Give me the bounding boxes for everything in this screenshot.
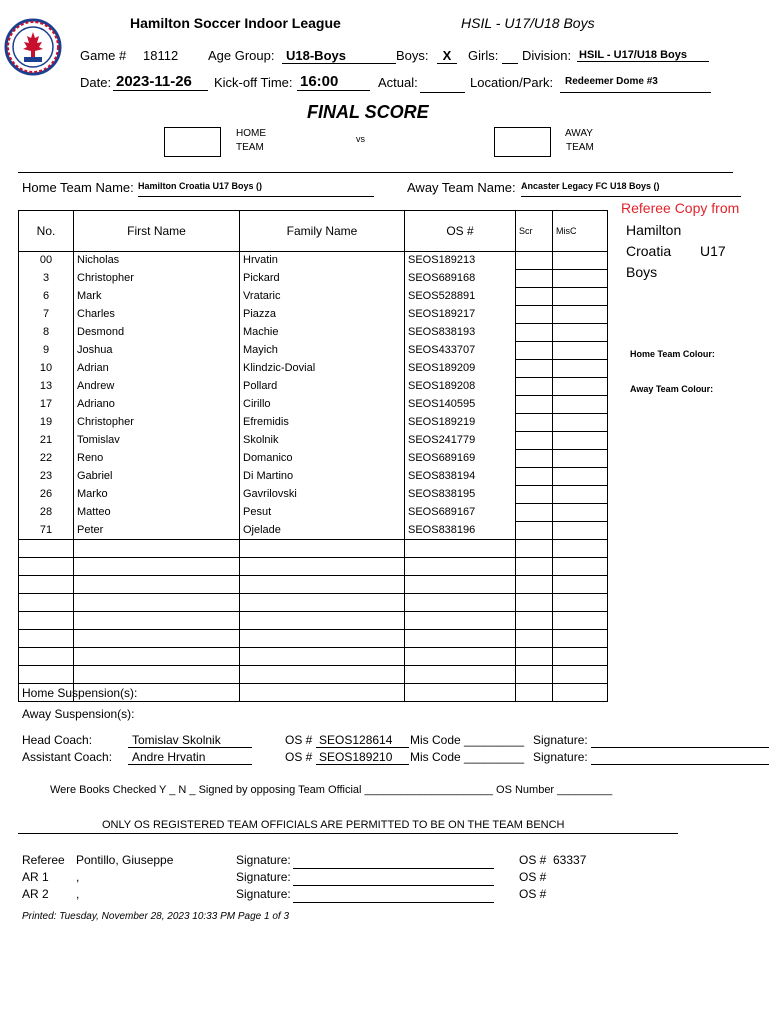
referee-signature-line[interactable] bbox=[293, 853, 494, 869]
cell-os: SEOS241779 bbox=[405, 432, 516, 450]
table-row bbox=[19, 414, 608, 432]
cell-mis[interactable] bbox=[553, 342, 608, 360]
table-row bbox=[19, 468, 608, 486]
header-first-name: First Name bbox=[74, 211, 240, 252]
cell-family-name: Machie bbox=[240, 324, 405, 342]
table-row bbox=[19, 288, 608, 306]
cell-os: SEOS838195 bbox=[405, 486, 516, 504]
header-family-name: Family Name bbox=[240, 211, 405, 252]
table-row bbox=[19, 324, 608, 342]
cell-family-name: Vrataric bbox=[240, 288, 405, 306]
cell-scr[interactable] bbox=[516, 252, 553, 270]
cell-mis[interactable] bbox=[553, 504, 608, 522]
cell-os: SEOS838196 bbox=[405, 522, 516, 540]
table-row bbox=[19, 306, 608, 324]
cell-scr[interactable] bbox=[516, 468, 553, 486]
ar2-signature-line[interactable] bbox=[293, 887, 494, 903]
cell-family-name: Efremidis bbox=[240, 414, 405, 432]
away-suspensions-label: Away Suspension(s): bbox=[22, 707, 135, 721]
head-coach-name: Tomislav Skolnik bbox=[128, 733, 252, 748]
cell-os: SEOS689168 bbox=[405, 270, 516, 288]
actual-label: Actual: bbox=[378, 75, 418, 90]
empty-cell[interactable] bbox=[516, 684, 553, 702]
table-row bbox=[19, 432, 608, 450]
cell-os: SEOS528891 bbox=[405, 288, 516, 306]
empty-cell[interactable] bbox=[74, 612, 240, 630]
asst-coach-mis-code: Mis Code _________ bbox=[410, 750, 525, 764]
printed-footer: Printed: Tuesday, November 28, 2023 10:33 PM Page 1 of 3 bbox=[22, 911, 290, 922]
age-group-label: Age Group: bbox=[208, 48, 275, 63]
league-title: Hamilton Soccer Indoor League bbox=[130, 15, 341, 31]
boys-value: X bbox=[437, 48, 457, 64]
empty-cell[interactable] bbox=[74, 540, 240, 558]
ar1-os-label: OS # bbox=[519, 870, 547, 884]
cell-family-name: Gavrilovski bbox=[240, 486, 405, 504]
cell-os: SEOS189208 bbox=[405, 378, 516, 396]
cell-scr[interactable] bbox=[516, 396, 553, 414]
vs-label: vs bbox=[356, 134, 365, 144]
cell-scr[interactable] bbox=[516, 504, 553, 522]
empty-cell[interactable] bbox=[553, 576, 608, 594]
head-coach-os: SEOS128614 bbox=[316, 733, 409, 748]
cell-mis[interactable] bbox=[553, 486, 608, 504]
cell-scr[interactable] bbox=[516, 324, 553, 342]
cell-first-name: Christopher bbox=[74, 270, 240, 288]
asst-coach-signature-label: Signature: bbox=[533, 750, 588, 764]
empty-cell[interactable] bbox=[405, 594, 516, 612]
table-row bbox=[19, 504, 608, 522]
referee-copy-line2: Hamilton bbox=[626, 222, 682, 238]
cell-mis[interactable] bbox=[553, 324, 608, 342]
cell-no: 8 bbox=[19, 324, 74, 342]
away-team-name-value: Ancaster Legacy FC U18 Boys () bbox=[521, 181, 741, 197]
head-coach-signature-line[interactable] bbox=[591, 733, 769, 748]
empty-cell[interactable] bbox=[405, 558, 516, 576]
empty-cell[interactable] bbox=[19, 630, 74, 648]
empty-cell[interactable] bbox=[240, 648, 405, 666]
cell-mis[interactable] bbox=[553, 288, 608, 306]
empty-cell[interactable] bbox=[19, 648, 74, 666]
empty-cell[interactable] bbox=[516, 630, 553, 648]
empty-cell[interactable] bbox=[405, 630, 516, 648]
empty-cell[interactable] bbox=[405, 648, 516, 666]
cell-scr[interactable] bbox=[516, 306, 553, 324]
cell-no: 19 bbox=[19, 414, 74, 432]
empty-cell[interactable] bbox=[516, 558, 553, 576]
cell-first-name: Mark bbox=[74, 288, 240, 306]
empty-table-row[interactable] bbox=[19, 612, 608, 630]
referee-signature-label: Signature: bbox=[236, 853, 291, 867]
header-scr: Scr bbox=[516, 211, 553, 252]
cell-family-name: Ojelade bbox=[240, 522, 405, 540]
ar1-name: , bbox=[76, 870, 80, 884]
cell-no: 3 bbox=[19, 270, 74, 288]
cell-os: SEOS433707 bbox=[405, 342, 516, 360]
cell-family-name: Pesut bbox=[240, 504, 405, 522]
division-value: HSIL - U17/U18 Boys bbox=[577, 49, 709, 62]
cell-family-name: Cirillo bbox=[240, 396, 405, 414]
cell-mis[interactable] bbox=[553, 360, 608, 378]
asst-coach-signature-line[interactable] bbox=[591, 750, 769, 765]
cell-no: 00 bbox=[19, 252, 74, 270]
home-team-label-2: TEAM bbox=[236, 142, 264, 153]
ar2-label: AR 2 bbox=[22, 887, 49, 901]
empty-cell[interactable] bbox=[516, 666, 553, 684]
empty-cell[interactable] bbox=[74, 666, 240, 684]
cell-first-name: Adrian bbox=[74, 360, 240, 378]
head-coach-label: Head Coach: bbox=[22, 733, 93, 747]
empty-cell[interactable] bbox=[553, 648, 608, 666]
game-number: 18112 bbox=[143, 48, 179, 63]
away-score-box[interactable] bbox=[494, 127, 551, 157]
cell-no: 7 bbox=[19, 306, 74, 324]
cell-scr[interactable] bbox=[516, 288, 553, 306]
cell-scr[interactable] bbox=[516, 270, 553, 288]
away-team-name-label: Away Team Name: bbox=[407, 180, 516, 195]
location-label: Location/Park: bbox=[470, 75, 554, 90]
empty-cell[interactable] bbox=[553, 684, 608, 702]
cell-no: 23 bbox=[19, 468, 74, 486]
empty-cell[interactable] bbox=[74, 558, 240, 576]
roster-body bbox=[19, 252, 608, 702]
cell-mis[interactable] bbox=[553, 270, 608, 288]
cell-first-name: Matteo bbox=[74, 504, 240, 522]
empty-cell[interactable] bbox=[516, 540, 553, 558]
home-team-label-1: HOME bbox=[236, 128, 266, 139]
ar2-signature-label: Signature: bbox=[236, 887, 291, 901]
cell-family-name: Di Martino bbox=[240, 468, 405, 486]
asst-coach-name: Andre Hrvatin bbox=[128, 750, 252, 765]
cell-first-name: Joshua bbox=[74, 342, 240, 360]
table-row bbox=[19, 270, 608, 288]
books-checked-line: Were Books Checked Y _ N _ Signed by opposing Team Official _____________________ OS Number _________ bbox=[50, 784, 613, 796]
empty-cell[interactable] bbox=[240, 540, 405, 558]
cell-mis[interactable] bbox=[553, 468, 608, 486]
empty-cell[interactable] bbox=[405, 576, 516, 594]
cell-mis[interactable] bbox=[553, 378, 608, 396]
empty-cell[interactable] bbox=[240, 630, 405, 648]
cell-first-name: Christopher bbox=[74, 414, 240, 432]
final-score-title: FINAL SCORE bbox=[307, 102, 429, 122]
empty-table-row[interactable] bbox=[19, 666, 608, 684]
cell-os: SEOS689167 bbox=[405, 504, 516, 522]
cell-scr[interactable] bbox=[516, 342, 553, 360]
cell-first-name: Charles bbox=[74, 306, 240, 324]
cell-mis[interactable] bbox=[553, 522, 608, 540]
cell-os: SEOS689169 bbox=[405, 450, 516, 468]
date-label: Date: bbox=[80, 75, 112, 90]
referee-name: Pontillo, Giuseppe bbox=[76, 853, 174, 867]
home-team-name-value: Hamilton Croatia U17 Boys () bbox=[138, 181, 374, 197]
empty-cell[interactable] bbox=[516, 612, 553, 630]
table-row bbox=[19, 252, 608, 270]
bench-notice: ONLY OS REGISTERED TEAM OFFICIALS ARE PERMITTED TO BE ON THE TEAM BENCH bbox=[102, 819, 565, 831]
location-value: Redeemer Dome #3 bbox=[560, 76, 711, 93]
cell-family-name: Hrvatin bbox=[240, 252, 405, 270]
cell-os: SEOS189217 bbox=[405, 306, 516, 324]
cell-family-name: Mayich bbox=[240, 342, 405, 360]
cell-scr[interactable] bbox=[516, 378, 553, 396]
referee-os-value: 63337 bbox=[553, 853, 587, 867]
away-team-label-1: AWAY bbox=[565, 128, 593, 139]
header-no: No. bbox=[19, 211, 74, 252]
cell-family-name: Klindzic-Dovial bbox=[240, 360, 405, 378]
cell-no: 71 bbox=[19, 522, 74, 540]
empty-table-row[interactable] bbox=[19, 576, 608, 594]
cell-no: 28 bbox=[19, 504, 74, 522]
league-logo bbox=[4, 18, 62, 76]
cell-os: SEOS189213 bbox=[405, 252, 516, 270]
age-group-value: U18-Boys bbox=[282, 48, 396, 64]
empty-cell[interactable] bbox=[240, 558, 405, 576]
cell-family-name: Skolnik bbox=[240, 432, 405, 450]
table-row bbox=[19, 486, 608, 504]
empty-cell[interactable] bbox=[516, 576, 553, 594]
cell-no: 6 bbox=[19, 288, 74, 306]
empty-cell[interactable] bbox=[516, 594, 553, 612]
table-row bbox=[19, 450, 608, 468]
cell-mis[interactable] bbox=[553, 252, 608, 270]
cell-mis[interactable] bbox=[553, 414, 608, 432]
cell-scr[interactable] bbox=[516, 414, 553, 432]
cell-os: SEOS140595 bbox=[405, 396, 516, 414]
table-row bbox=[19, 378, 608, 396]
empty-cell[interactable] bbox=[405, 666, 516, 684]
referee-os-label: OS # bbox=[519, 853, 547, 867]
referee-label: Referee bbox=[22, 853, 65, 867]
ar2-name: , bbox=[76, 887, 80, 901]
cell-scr[interactable] bbox=[516, 522, 553, 540]
away-team-label-2: TEAM bbox=[566, 142, 594, 153]
roster-header-row bbox=[19, 211, 608, 252]
cell-first-name: Tomislav bbox=[74, 432, 240, 450]
cell-no: 13 bbox=[19, 378, 74, 396]
head-coach-signature-label: Signature: bbox=[533, 733, 588, 747]
cell-mis[interactable] bbox=[553, 432, 608, 450]
cell-scr[interactable] bbox=[516, 360, 553, 378]
header-os: OS # bbox=[405, 211, 516, 252]
boys-label: Boys: bbox=[396, 48, 429, 63]
cell-first-name: Andrew bbox=[74, 378, 240, 396]
cell-first-name: Peter bbox=[74, 522, 240, 540]
empty-cell[interactable] bbox=[516, 648, 553, 666]
league-division-tag: HSIL - U17/U18 Boys bbox=[461, 15, 595, 31]
table-row bbox=[19, 396, 608, 414]
empty-cell[interactable] bbox=[19, 540, 74, 558]
empty-cell[interactable] bbox=[240, 612, 405, 630]
header-misc: MisC bbox=[553, 211, 608, 252]
table-row bbox=[19, 342, 608, 360]
cell-no: 17 bbox=[19, 396, 74, 414]
cell-family-name: Pollard bbox=[240, 378, 405, 396]
cell-first-name: Marko bbox=[74, 486, 240, 504]
home-colour-label: Home Team Colour: bbox=[630, 349, 715, 359]
kickoff-value: 16:00 bbox=[297, 73, 370, 91]
referee-copy-line3b: U17 bbox=[700, 243, 726, 259]
empty-cell[interactable] bbox=[74, 648, 240, 666]
empty-table-row[interactable] bbox=[19, 630, 608, 648]
empty-cell[interactable] bbox=[19, 576, 74, 594]
asst-coach-os: SEOS189210 bbox=[316, 750, 409, 765]
empty-table-row[interactable] bbox=[19, 558, 608, 576]
bench-notice-line bbox=[18, 833, 678, 834]
empty-table-row[interactable] bbox=[19, 648, 608, 666]
cell-no: 26 bbox=[19, 486, 74, 504]
empty-table-row[interactable] bbox=[19, 540, 608, 558]
home-team-name-label: Home Team Name: bbox=[22, 180, 134, 195]
ar2-os-label: OS # bbox=[519, 887, 547, 901]
roster-table bbox=[18, 210, 608, 702]
divider-line bbox=[18, 172, 733, 173]
away-colour-label: Away Team Colour: bbox=[630, 384, 714, 394]
referee-copy-line1: Referee Copy from bbox=[621, 200, 740, 216]
cell-family-name: Pickard bbox=[240, 270, 405, 288]
cell-family-name: Piazza bbox=[240, 306, 405, 324]
cell-scr[interactable] bbox=[516, 450, 553, 468]
empty-cell[interactable] bbox=[74, 576, 240, 594]
girls-label: Girls: bbox=[468, 48, 499, 63]
cell-no: 22 bbox=[19, 450, 74, 468]
cell-first-name: Adriano bbox=[74, 396, 240, 414]
ar1-label: AR 1 bbox=[22, 870, 49, 884]
cell-scr[interactable] bbox=[516, 432, 553, 450]
cell-scr[interactable] bbox=[516, 486, 553, 504]
empty-cell[interactable] bbox=[74, 630, 240, 648]
empty-cell[interactable] bbox=[19, 666, 74, 684]
girls-value-line bbox=[502, 48, 518, 64]
ar1-signature-line[interactable] bbox=[293, 870, 494, 886]
cell-family-name: Domanico bbox=[240, 450, 405, 468]
empty-cell[interactable] bbox=[240, 666, 405, 684]
cell-first-name: Nicholas bbox=[74, 252, 240, 270]
home-suspensions-label: Home Suspension(s): bbox=[22, 686, 138, 700]
empty-cell[interactable] bbox=[405, 612, 516, 630]
referee-copy-line3a: Croatia bbox=[626, 243, 672, 259]
empty-table-row[interactable] bbox=[19, 594, 608, 612]
asst-coach-os-label: OS # bbox=[285, 750, 313, 764]
empty-cell[interactable] bbox=[553, 558, 608, 576]
table-row bbox=[19, 522, 608, 540]
cell-mis[interactable] bbox=[553, 306, 608, 324]
home-score-box[interactable] bbox=[164, 127, 221, 157]
asst-coach-label: Assistant Coach: bbox=[22, 750, 113, 764]
date-value: 2023-11-26 bbox=[113, 73, 208, 91]
empty-cell[interactable] bbox=[553, 612, 608, 630]
empty-cell[interactable] bbox=[553, 630, 608, 648]
empty-cell[interactable] bbox=[19, 594, 74, 612]
cell-no: 10 bbox=[19, 360, 74, 378]
kickoff-label: Kick-off Time: bbox=[214, 75, 293, 90]
cell-first-name: Gabriel bbox=[74, 468, 240, 486]
cell-os: SEOS189219 bbox=[405, 414, 516, 432]
head-coach-mis-code: Mis Code _________ bbox=[410, 733, 525, 747]
cell-first-name: Reno bbox=[74, 450, 240, 468]
empty-cell[interactable] bbox=[240, 684, 405, 702]
division-label: Division: bbox=[522, 48, 572, 63]
cell-os: SEOS189209 bbox=[405, 360, 516, 378]
empty-cell[interactable] bbox=[553, 594, 608, 612]
head-coach-os-label: OS # bbox=[285, 733, 313, 747]
actual-value-line bbox=[420, 75, 465, 93]
ar1-signature-label: Signature: bbox=[236, 870, 291, 884]
empty-cell[interactable] bbox=[19, 612, 74, 630]
game-label: Game # bbox=[80, 48, 127, 63]
referee-copy-line4: Boys bbox=[626, 264, 658, 280]
empty-cell[interactable] bbox=[405, 684, 516, 702]
empty-cell[interactable] bbox=[240, 576, 405, 594]
empty-cell[interactable] bbox=[553, 666, 608, 684]
cell-os: SEOS838194 bbox=[405, 468, 516, 486]
empty-cell[interactable] bbox=[240, 594, 405, 612]
cell-no: 9 bbox=[19, 342, 74, 360]
table-row bbox=[19, 360, 608, 378]
empty-cell[interactable] bbox=[553, 540, 608, 558]
empty-cell[interactable] bbox=[19, 558, 74, 576]
cell-os: SEOS838193 bbox=[405, 324, 516, 342]
cell-mis[interactable] bbox=[553, 396, 608, 414]
empty-cell[interactable] bbox=[74, 594, 240, 612]
cell-no: 21 bbox=[19, 432, 74, 450]
cell-first-name: Desmond bbox=[74, 324, 240, 342]
cell-mis[interactable] bbox=[553, 450, 608, 468]
empty-cell[interactable] bbox=[405, 540, 516, 558]
